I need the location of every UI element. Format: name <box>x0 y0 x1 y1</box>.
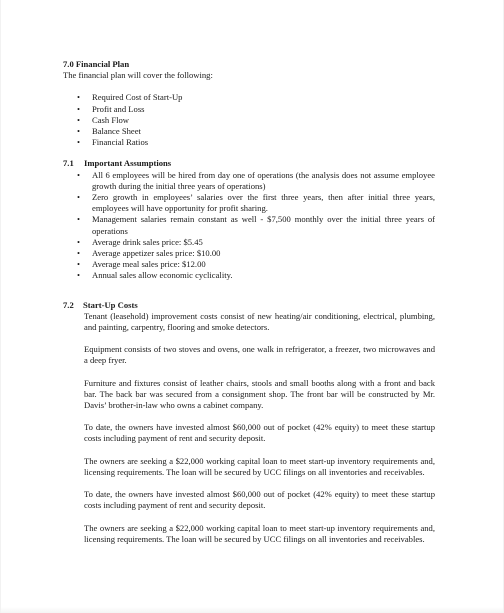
list-item: • Profit and Loss <box>77 104 435 115</box>
document-content <box>63 59 435 556</box>
list-item: • Average meal sales price: $12.00 <box>77 259 435 270</box>
assumptions-list <box>77 170 435 282</box>
section-important-assumptions <box>63 158 435 281</box>
list-item: • Zero growth in employees’ salaries over the first three years, then after initial three years, employees will have opportunity for profit sharing. <box>77 192 435 214</box>
page-bottom-edge <box>1 607 503 613</box>
paragraph: Furniture and fixtures consist of leather chairs, stools and small booths along with a front and back bar. The back bar was secured from a consignment shop. The front bar will be constructed by Mr. Davis’ brother-in-law who owns a cabinet company. <box>84 377 435 411</box>
section-heading-startup <box>63 300 435 311</box>
financial-plan-intro: The financial plan will cover the following: <box>63 70 213 81</box>
paragraph: The owners are seeking a $22,000 working capital loan to meet start-up inventory requirements and, licensing requirements. The loan will be secured by UCC filings on all inventories and receivables. <box>84 455 435 477</box>
section-heading-assumptions <box>63 158 435 169</box>
list-item: • Average appetizer sales price: $10.00 <box>77 248 435 259</box>
list-item: • Balance Sheet <box>77 126 435 137</box>
section-number: 7.2 <box>63 299 74 310</box>
list-item: • Management salaries remain constant as well - $7,500 monthly over the initial three years of operations <box>77 214 435 236</box>
paragraph: Tenant (leasehold) improvement costs consist of new heating/air conditioning, electrical, plumbing, and painting, carpentry, flooring and smoke detectors. <box>84 310 435 333</box>
section-financial-plan <box>63 59 435 148</box>
list-item: • Required Cost of Start-Up <box>77 92 435 103</box>
paragraph: To date, the owners have invested almost $60,000 out of pocket (42% equity) to meet these startup costs including payment of rent and security deposit. <box>84 422 435 444</box>
paragraph: To date, the owners have invested almost $60,000 out of pocket (42% equity) to meet these startup costs including payment of rent and security deposit. <box>84 489 435 511</box>
list-item: • Average drink sales price: $5.45 <box>77 237 435 248</box>
list-item: • Cash Flow <box>77 115 435 126</box>
section-heading-financial-plan: 7.0 Financial Plan <box>63 59 130 69</box>
financial-plan-list <box>77 92 435 148</box>
section-number: 7.1 <box>63 158 74 169</box>
paragraph: Equipment consists of two stoves and ovens, one walk in refrigerator, a freezer, two microwaves and a deep fryer. <box>84 344 435 366</box>
paragraph: The owners are seeking a $22,000 working capital loan to meet start-up inventory requirements and, licensing requirements. The loan will be secured by UCC filings on all inventories and receivables. <box>84 522 435 544</box>
list-item: • Annual sales allow economic cyclicality. <box>77 270 435 281</box>
section-title: Important Assumptions <box>84 158 172 169</box>
list-item: • Financial Ratios <box>77 137 435 148</box>
section-title: Start-Up Costs <box>83 299 138 310</box>
section-startup-costs <box>63 300 435 545</box>
list-item: • All 6 employees will be hired from day one of operations (the analysis does not assume employee growth during the initial three years of operations) <box>77 170 435 192</box>
